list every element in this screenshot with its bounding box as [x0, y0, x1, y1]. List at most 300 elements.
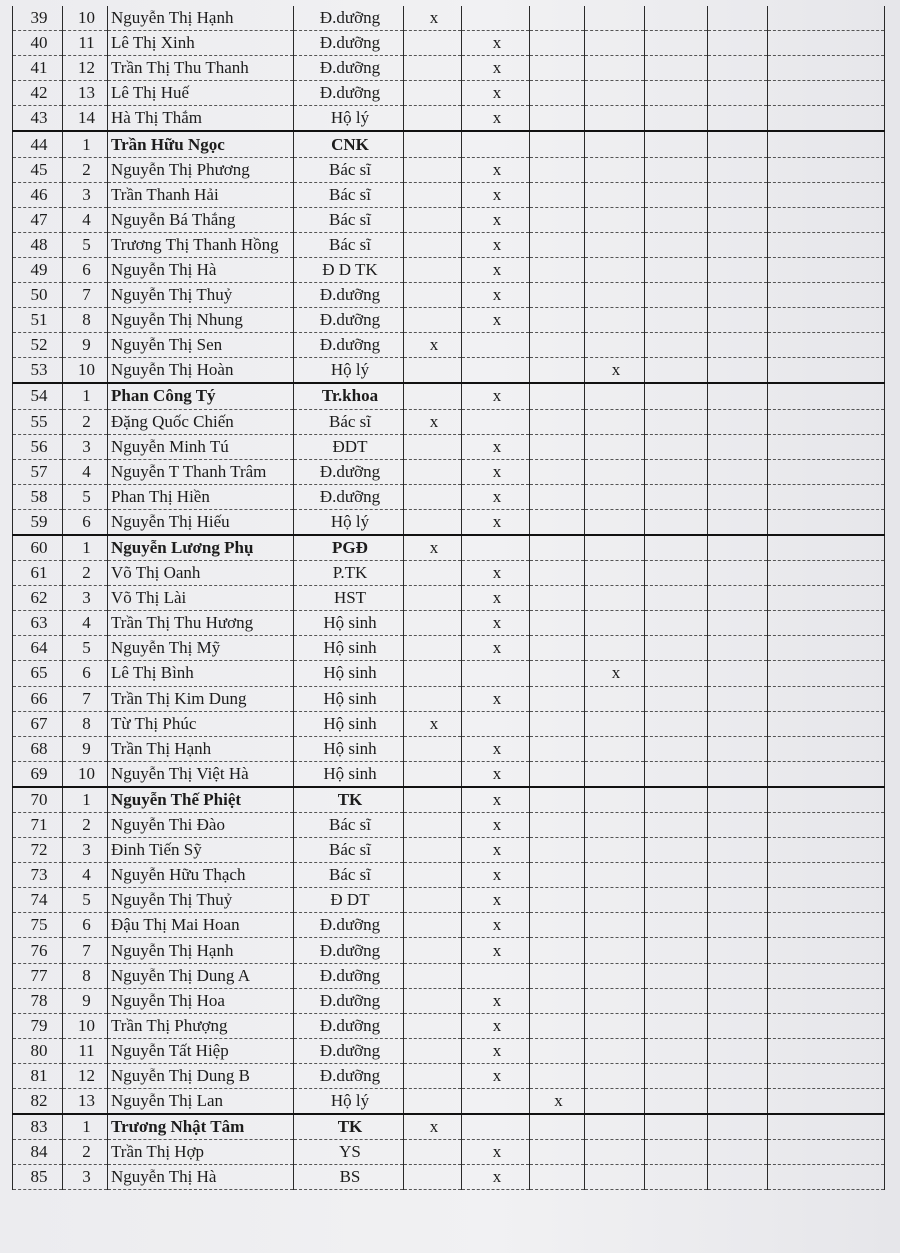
group-header-row: [13, 535, 885, 561]
mark-cell-2: [462, 611, 530, 636]
x-mark: x: [492, 815, 502, 835]
mark-cell-6: [708, 838, 768, 863]
staff-name-cell: Nguyễn Thị Hạnh: [108, 6, 294, 31]
mark-cell-7: [768, 459, 885, 484]
mark-cell-7: [768, 333, 885, 358]
mark-cell-6: [708, 535, 768, 561]
staff-role-cell: Bác sĩ: [294, 838, 404, 863]
mark-cell-1: [404, 535, 462, 561]
staff-role-cell: P.TK: [294, 561, 404, 586]
mark-cell-5: [645, 1013, 708, 1038]
mark-cell-2: [462, 963, 530, 988]
staff-role-cell: Hộ sinh: [294, 661, 404, 686]
row-number-cell: 1: [63, 1114, 108, 1140]
x-mark: x: [492, 1040, 502, 1060]
staff-role-cell: Đ.dưỡng: [294, 333, 404, 358]
mark-cell-7: [768, 308, 885, 333]
mark-cell-7: [768, 56, 885, 81]
row-index-cell: 58: [13, 484, 63, 509]
mark-cell-6: [708, 509, 768, 535]
mark-cell-7: [768, 31, 885, 56]
mark-cell-4: [585, 535, 645, 561]
mark-cell-4: [585, 686, 645, 711]
mark-cell-1: [404, 611, 462, 636]
x-mark: x: [429, 1117, 439, 1137]
mark-cell-3: [530, 1165, 585, 1190]
staff-role-cell: Bác sĩ: [294, 813, 404, 838]
mark-cell-6: [708, 131, 768, 157]
staff-role-cell: Đ.dưỡng: [294, 459, 404, 484]
row-index-cell: 63: [13, 611, 63, 636]
mark-cell-3: [530, 383, 585, 409]
row-index-cell: 76: [13, 938, 63, 963]
mark-cell-1: [404, 988, 462, 1013]
mark-cell-1: [404, 459, 462, 484]
mark-cell-5: [645, 736, 708, 761]
mark-cell-2: [462, 913, 530, 938]
mark-cell-3: [530, 611, 585, 636]
mark-cell-4: [585, 1114, 645, 1140]
staff-role-cell: HST: [294, 586, 404, 611]
table-row: [13, 636, 885, 661]
x-mark: x: [429, 538, 439, 558]
x-mark: x: [492, 688, 502, 708]
row-index-cell: 71: [13, 813, 63, 838]
mark-cell-6: [708, 182, 768, 207]
mark-cell-7: [768, 913, 885, 938]
staff-role-cell: BS: [294, 1165, 404, 1190]
row-index-cell: 80: [13, 1038, 63, 1063]
mark-cell-2: [462, 1063, 530, 1088]
mark-cell-3: [530, 308, 585, 333]
mark-cell-6: [708, 813, 768, 838]
row-number-cell: 10: [63, 6, 108, 31]
mark-cell-6: [708, 636, 768, 661]
mark-cell-1: [404, 434, 462, 459]
mark-cell-5: [645, 308, 708, 333]
mark-cell-4: [585, 56, 645, 81]
staff-role-cell: Hộ sinh: [294, 761, 404, 787]
mark-cell-4: [585, 561, 645, 586]
staff-name-cell: Trần Thị Phượng: [108, 1013, 294, 1038]
mark-cell-5: [645, 182, 708, 207]
staff-name-cell: Trần Thị Thu Hương: [108, 611, 294, 636]
row-number-cell: 6: [63, 661, 108, 686]
row-number-cell: 9: [63, 988, 108, 1013]
table-row: [13, 1140, 885, 1165]
staff-role-cell: Hộ lý: [294, 106, 404, 132]
mark-cell-3: [530, 232, 585, 257]
mark-cell-2: [462, 535, 530, 561]
row-number-cell: 3: [63, 434, 108, 459]
mark-cell-1: [404, 333, 462, 358]
mark-cell-1: [404, 711, 462, 736]
staff-name-cell: Lê Thị Bình: [108, 661, 294, 686]
mark-cell-7: [768, 888, 885, 913]
mark-cell-4: [585, 661, 645, 686]
mark-cell-3: [530, 459, 585, 484]
x-mark: x: [492, 588, 502, 608]
mark-cell-6: [708, 283, 768, 308]
mark-cell-7: [768, 661, 885, 686]
row-index-cell: 66: [13, 686, 63, 711]
mark-cell-2: [462, 333, 530, 358]
mark-cell-3: [530, 938, 585, 963]
table-row: [13, 863, 885, 888]
x-mark: x: [429, 713, 439, 733]
mark-cell-4: [585, 913, 645, 938]
mark-cell-1: [404, 913, 462, 938]
mark-cell-3: [530, 1140, 585, 1165]
row-index-cell: 78: [13, 988, 63, 1013]
row-number-cell: 4: [63, 611, 108, 636]
row-number-cell: 1: [63, 383, 108, 409]
mark-cell-6: [708, 586, 768, 611]
mark-cell-1: [404, 383, 462, 409]
mark-cell-6: [708, 358, 768, 384]
x-mark: x: [492, 461, 502, 481]
mark-cell-6: [708, 938, 768, 963]
mark-cell-7: [768, 636, 885, 661]
x-mark: x: [492, 58, 502, 78]
row-number-cell: 9: [63, 333, 108, 358]
mark-cell-5: [645, 761, 708, 787]
row-index-cell: 60: [13, 535, 63, 561]
mark-cell-7: [768, 383, 885, 409]
table-row: [13, 207, 885, 232]
mark-cell-7: [768, 736, 885, 761]
staff-name-cell: Trương Nhật Tâm: [108, 1114, 294, 1140]
mark-cell-3: [530, 106, 585, 132]
mark-cell-7: [768, 863, 885, 888]
table-row: [13, 157, 885, 182]
mark-cell-2: [462, 459, 530, 484]
table-row: [13, 434, 885, 459]
x-mark: x: [611, 360, 621, 380]
x-mark: x: [492, 789, 502, 809]
mark-cell-6: [708, 81, 768, 106]
mark-cell-3: [530, 1038, 585, 1063]
row-number-cell: 9: [63, 736, 108, 761]
staff-role-cell: Đ.dưỡng: [294, 1038, 404, 1063]
table-row: [13, 257, 885, 282]
mark-cell-3: [530, 6, 585, 31]
table-row: [13, 1038, 885, 1063]
mark-cell-7: [768, 1140, 885, 1165]
mark-cell-7: [768, 761, 885, 787]
mark-cell-2: [462, 787, 530, 813]
mark-cell-1: [404, 56, 462, 81]
mark-cell-3: [530, 131, 585, 157]
x-mark: x: [492, 1142, 502, 1162]
mark-cell-5: [645, 636, 708, 661]
mark-cell-6: [708, 1114, 768, 1140]
x-mark: x: [492, 940, 502, 960]
mark-cell-3: [530, 1114, 585, 1140]
mark-cell-4: [585, 888, 645, 913]
mark-cell-1: [404, 1063, 462, 1088]
mark-cell-3: [530, 535, 585, 561]
row-number-cell: 2: [63, 157, 108, 182]
staff-role-cell: Hộ sinh: [294, 711, 404, 736]
mark-cell-7: [768, 1089, 885, 1115]
staff-name-cell: Nguyễn Thị Hà: [108, 1165, 294, 1190]
mark-cell-4: [585, 863, 645, 888]
row-number-cell: 13: [63, 1089, 108, 1115]
row-index-cell: 56: [13, 434, 63, 459]
mark-cell-6: [708, 913, 768, 938]
mark-cell-3: [530, 711, 585, 736]
mark-cell-6: [708, 611, 768, 636]
x-mark: x: [429, 335, 439, 355]
mark-cell-5: [645, 711, 708, 736]
row-index-cell: 53: [13, 358, 63, 384]
x-mark: x: [492, 184, 502, 204]
staff-role-cell: Bác sĩ: [294, 182, 404, 207]
mark-cell-4: [585, 459, 645, 484]
mark-cell-2: [462, 182, 530, 207]
mark-cell-7: [768, 1063, 885, 1088]
table-row: [13, 459, 885, 484]
table-row: [13, 232, 885, 257]
staff-name-cell: Nguyễn Thế Phiệt: [108, 787, 294, 813]
mark-cell-4: [585, 1013, 645, 1038]
row-index-cell: 44: [13, 131, 63, 157]
row-index-cell: 68: [13, 736, 63, 761]
mark-cell-7: [768, 988, 885, 1013]
staff-name-cell: Đậu Thị Mai Hoan: [108, 913, 294, 938]
mark-cell-4: [585, 182, 645, 207]
staff-role-cell: Đ.dưỡng: [294, 31, 404, 56]
mark-cell-4: [585, 1165, 645, 1190]
row-number-cell: 2: [63, 409, 108, 434]
staff-role-cell: Bác sĩ: [294, 409, 404, 434]
mark-cell-4: [585, 358, 645, 384]
mark-cell-4: [585, 232, 645, 257]
mark-cell-4: [585, 383, 645, 409]
staff-role-cell: PGĐ: [294, 535, 404, 561]
table-row: [13, 611, 885, 636]
mark-cell-1: [404, 131, 462, 157]
x-mark: x: [492, 83, 502, 103]
mark-cell-1: [404, 106, 462, 132]
mark-cell-4: [585, 963, 645, 988]
mark-cell-3: [530, 283, 585, 308]
row-number-cell: 6: [63, 257, 108, 282]
row-index-cell: 49: [13, 257, 63, 282]
mark-cell-5: [645, 232, 708, 257]
staff-role-cell: Bác sĩ: [294, 207, 404, 232]
staff-name-cell: Trương Thị Thanh Hồng: [108, 232, 294, 257]
table-row: [13, 31, 885, 56]
row-index-cell: 69: [13, 761, 63, 787]
mark-cell-1: [404, 636, 462, 661]
row-index-cell: 42: [13, 81, 63, 106]
table-row: [13, 106, 885, 132]
mark-cell-4: [585, 6, 645, 31]
mark-cell-2: [462, 636, 530, 661]
mark-cell-3: [530, 182, 585, 207]
mark-cell-5: [645, 1063, 708, 1088]
mark-cell-5: [645, 913, 708, 938]
row-index-cell: 65: [13, 661, 63, 686]
mark-cell-2: [462, 106, 530, 132]
mark-cell-2: [462, 838, 530, 863]
mark-cell-5: [645, 409, 708, 434]
mark-cell-2: [462, 586, 530, 611]
row-number-cell: 11: [63, 1038, 108, 1063]
mark-cell-7: [768, 787, 885, 813]
mark-cell-6: [708, 1038, 768, 1063]
group-header-row: [13, 131, 885, 157]
row-index-cell: 70: [13, 787, 63, 813]
table-row: [13, 761, 885, 787]
mark-cell-5: [645, 938, 708, 963]
mark-cell-5: [645, 1038, 708, 1063]
mark-cell-2: [462, 358, 530, 384]
mark-cell-7: [768, 358, 885, 384]
mark-cell-2: [462, 308, 530, 333]
mark-cell-2: [462, 81, 530, 106]
mark-cell-2: [462, 711, 530, 736]
group-header-row: [13, 1114, 885, 1140]
row-number-cell: 14: [63, 106, 108, 132]
mark-cell-2: [462, 761, 530, 787]
mark-cell-4: [585, 938, 645, 963]
mark-cell-4: [585, 787, 645, 813]
mark-cell-5: [645, 611, 708, 636]
mark-cell-4: [585, 736, 645, 761]
row-index-cell: 62: [13, 586, 63, 611]
staff-name-cell: Nguyễn Thi Đào: [108, 813, 294, 838]
staff-name-cell: Nguyễn Thị Phương: [108, 157, 294, 182]
row-index-cell: 83: [13, 1114, 63, 1140]
mark-cell-4: [585, 207, 645, 232]
table-row: [13, 813, 885, 838]
mark-cell-7: [768, 106, 885, 132]
row-index-cell: 82: [13, 1089, 63, 1115]
mark-cell-3: [530, 358, 585, 384]
mark-cell-5: [645, 484, 708, 509]
row-index-cell: 39: [13, 6, 63, 31]
mark-cell-1: [404, 863, 462, 888]
staff-role-cell: Đ.dưỡng: [294, 1013, 404, 1038]
row-number-cell: 6: [63, 509, 108, 535]
mark-cell-1: [404, 1013, 462, 1038]
mark-cell-1: [404, 308, 462, 333]
staff-name-cell: Nguyễn Thị Dung A: [108, 963, 294, 988]
mark-cell-3: [530, 207, 585, 232]
staff-name-cell: Nguyễn Thị Nhung: [108, 308, 294, 333]
mark-cell-6: [708, 1165, 768, 1190]
row-index-cell: 46: [13, 182, 63, 207]
mark-cell-6: [708, 1013, 768, 1038]
table-row: [13, 409, 885, 434]
table-row: [13, 81, 885, 106]
mark-cell-2: [462, 1165, 530, 1190]
mark-cell-7: [768, 1013, 885, 1038]
row-number-cell: 10: [63, 1013, 108, 1038]
table-row: [13, 711, 885, 736]
row-index-cell: 84: [13, 1140, 63, 1165]
staff-name-cell: Trần Thị Kim Dung: [108, 686, 294, 711]
mark-cell-1: [404, 888, 462, 913]
row-index-cell: 74: [13, 888, 63, 913]
staff-name-cell: Hà Thị Thắm: [108, 106, 294, 132]
mark-cell-4: [585, 1140, 645, 1165]
x-mark: x: [492, 638, 502, 658]
mark-cell-3: [530, 761, 585, 787]
mark-cell-6: [708, 232, 768, 257]
mark-cell-4: [585, 509, 645, 535]
staff-role-cell: Bác sĩ: [294, 157, 404, 182]
table-row: [13, 1165, 885, 1190]
mark-cell-6: [708, 1140, 768, 1165]
staff-role-cell: Đ.dưỡng: [294, 56, 404, 81]
mark-cell-7: [768, 257, 885, 282]
staff-role-cell: Đ.dưỡng: [294, 484, 404, 509]
mark-cell-2: [462, 257, 530, 282]
mark-cell-6: [708, 686, 768, 711]
mark-cell-5: [645, 838, 708, 863]
mark-cell-5: [645, 586, 708, 611]
mark-cell-4: [585, 308, 645, 333]
row-index-cell: 45: [13, 157, 63, 182]
x-mark: x: [492, 738, 502, 758]
mark-cell-2: [462, 813, 530, 838]
mark-cell-4: [585, 838, 645, 863]
mark-cell-1: [404, 813, 462, 838]
mark-cell-4: [585, 988, 645, 1013]
mark-cell-5: [645, 257, 708, 282]
x-mark: x: [492, 990, 502, 1010]
mark-cell-5: [645, 661, 708, 686]
row-number-cell: 2: [63, 813, 108, 838]
staff-name-cell: Nguyễn Thị Hà: [108, 257, 294, 282]
mark-cell-7: [768, 283, 885, 308]
table-row: [13, 1063, 885, 1088]
mark-cell-6: [708, 736, 768, 761]
mark-cell-2: [462, 988, 530, 1013]
mark-cell-3: [530, 157, 585, 182]
mark-cell-1: [404, 283, 462, 308]
mark-cell-2: [462, 484, 530, 509]
mark-cell-6: [708, 1089, 768, 1115]
mark-cell-4: [585, 1089, 645, 1115]
mark-cell-1: [404, 207, 462, 232]
row-index-cell: 75: [13, 913, 63, 938]
mark-cell-1: [404, 787, 462, 813]
mark-cell-5: [645, 56, 708, 81]
row-index-cell: 79: [13, 1013, 63, 1038]
staff-name-cell: Từ Thị Phúc: [108, 711, 294, 736]
mark-cell-1: [404, 1089, 462, 1115]
staff-name-cell: Nguyễn Hữu Thạch: [108, 863, 294, 888]
mark-cell-5: [645, 1089, 708, 1115]
staff-name-cell: Lê Thị Xinh: [108, 31, 294, 56]
mark-cell-6: [708, 106, 768, 132]
x-mark: x: [492, 865, 502, 885]
mark-cell-3: [530, 888, 585, 913]
staff-role-cell: TK: [294, 1114, 404, 1140]
mark-cell-6: [708, 434, 768, 459]
mark-cell-6: [708, 484, 768, 509]
staff-name-cell: Nguyễn Lương Phụ: [108, 535, 294, 561]
mark-cell-5: [645, 535, 708, 561]
mark-cell-6: [708, 6, 768, 31]
mark-cell-5: [645, 383, 708, 409]
row-index-cell: 77: [13, 963, 63, 988]
